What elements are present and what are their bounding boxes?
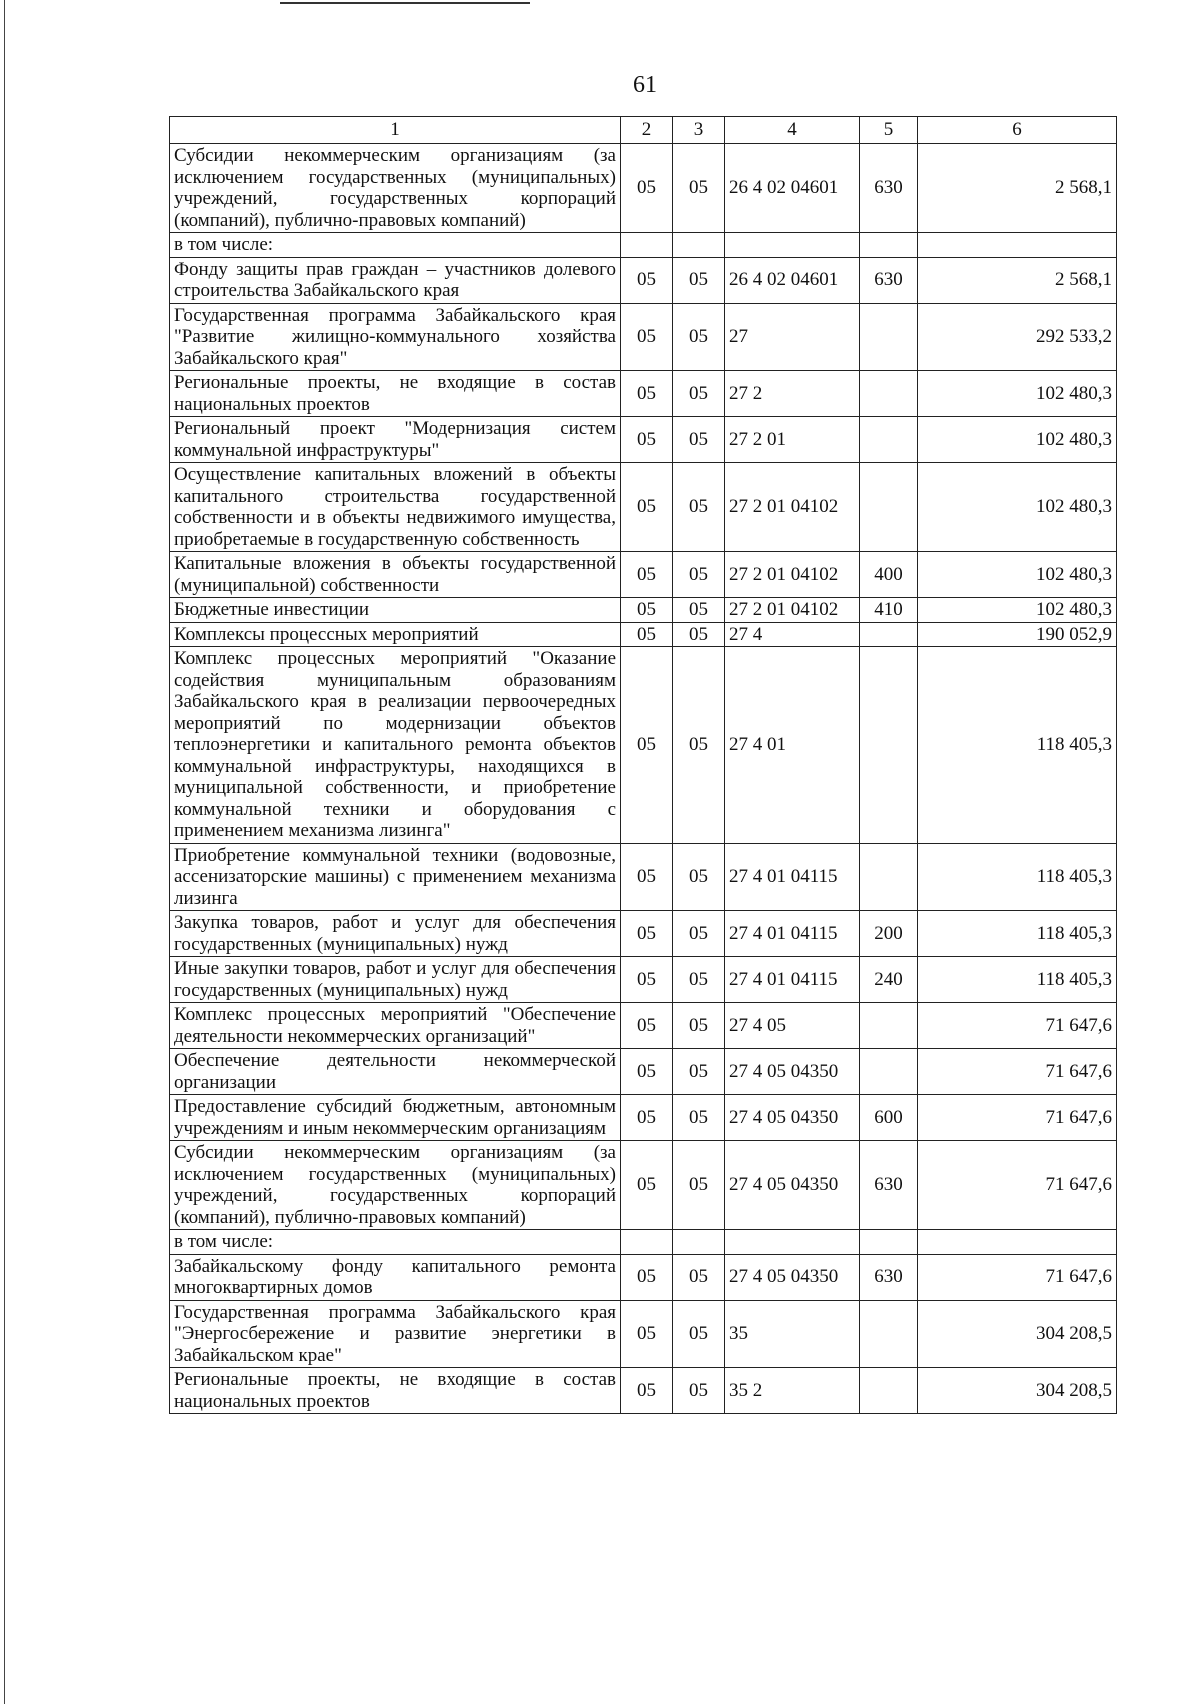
subsection-code-cell: 05 <box>673 417 725 463</box>
table-row <box>170 647 1117 844</box>
row-name-cell: Закупка товаров, работ и услуг для обеспечения государственных (муниципальных) нужд <box>170 911 621 957</box>
expense-type-cell <box>860 1049 918 1095</box>
section-code-cell: 05 <box>621 843 673 911</box>
row-name-cell: Комплексы процессных мероприятий <box>170 622 621 647</box>
section-code-cell: 05 <box>621 371 673 417</box>
target-article-cell <box>725 1230 860 1255</box>
target-article-cell: 27 <box>725 303 860 371</box>
expense-type-cell <box>860 622 918 647</box>
expense-type-cell <box>860 647 918 844</box>
row-name-cell: Предоставление субсидий бюджетным, автономным учреждениям и иным некоммерческим организациям <box>170 1095 621 1141</box>
section-code-cell: 05 <box>621 1141 673 1230</box>
scan-edge-line <box>4 0 5 1704</box>
table-row <box>170 843 1117 911</box>
target-article-cell <box>725 233 860 258</box>
header-cell: 1 <box>170 117 621 144</box>
subsection-code-cell: 05 <box>673 144 725 233</box>
expense-type-cell <box>860 417 918 463</box>
subsection-code-cell: 05 <box>673 598 725 623</box>
section-code-cell: 05 <box>621 622 673 647</box>
target-article-cell: 27 4 05 <box>725 1003 860 1049</box>
section-code-cell: 05 <box>621 647 673 844</box>
target-article-cell: 27 2 01 <box>725 417 860 463</box>
row-name-cell: Иные закупки товаров, работ и услуг для обеспечения государственных (муниципальных) нужд <box>170 957 621 1003</box>
subsection-code-cell: 05 <box>673 371 725 417</box>
expense-type-cell <box>860 371 918 417</box>
row-name-cell: в том числе: <box>170 233 621 258</box>
scan-top-line <box>280 2 530 4</box>
table-row <box>170 598 1117 623</box>
expense-type-cell <box>860 843 918 911</box>
expense-type-cell: 400 <box>860 552 918 598</box>
amount-cell: 118 405,3 <box>918 957 1117 1003</box>
amount-cell: 292 533,2 <box>918 303 1117 371</box>
expense-type-cell: 630 <box>860 257 918 303</box>
subsection-code-cell: 05 <box>673 1049 725 1095</box>
subsection-code-cell: 05 <box>673 843 725 911</box>
budget-table <box>169 116 1117 1414</box>
section-code-cell: 05 <box>621 303 673 371</box>
section-code-cell <box>621 1230 673 1255</box>
row-name-cell: в том числе: <box>170 1230 621 1255</box>
amount-cell: 118 405,3 <box>918 911 1117 957</box>
section-code-cell: 05 <box>621 911 673 957</box>
subsection-code-cell: 05 <box>673 1095 725 1141</box>
table-row <box>170 463 1117 552</box>
target-article-cell: 27 2 01 04102 <box>725 552 860 598</box>
amount-cell: 71 647,6 <box>918 1254 1117 1300</box>
amount-cell: 102 480,3 <box>918 371 1117 417</box>
amount-cell: 102 480,3 <box>918 463 1117 552</box>
amount-cell: 102 480,3 <box>918 417 1117 463</box>
table-row <box>170 957 1117 1003</box>
expense-type-cell <box>860 1003 918 1049</box>
row-name-cell: Комплекс процессных мероприятий "Оказание содействия муниципальным образованиям Забайкальского края в реализации первоочередных мероприятий по модернизации объектов теплоэнергетики и капитального ремонта объектов коммунальной инфраструктуры, находящихся в муниципальной собственности, и приобретение коммунальной техники и оборудования с применением механизма лизинга" <box>170 647 621 844</box>
row-name-cell: Комплекс процессных мероприятий "Обеспечение деятельности некоммерческих организаций" <box>170 1003 621 1049</box>
target-article-cell: 27 4 05 04350 <box>725 1141 860 1230</box>
expense-type-cell <box>860 233 918 258</box>
subsection-code-cell: 05 <box>673 1254 725 1300</box>
table-row <box>170 1230 1117 1255</box>
table-row <box>170 1095 1117 1141</box>
row-name-cell: Осуществление капитальных вложений в объекты капитального строительства государственной собственности и в объекты недвижимого имущества, приобретаемые в государственную собственность <box>170 463 621 552</box>
target-article-cell: 27 4 05 04350 <box>725 1254 860 1300</box>
table-row <box>170 144 1117 233</box>
table-row <box>170 1049 1117 1095</box>
row-name-cell: Капитальные вложения в объекты государственной (муниципальной) собственности <box>170 552 621 598</box>
amount-cell: 304 208,5 <box>918 1368 1117 1414</box>
row-name-cell: Региональный проект "Модернизация систем коммунальной инфраструктуры" <box>170 417 621 463</box>
amount-cell: 2 568,1 <box>918 144 1117 233</box>
target-article-cell: 35 <box>725 1300 860 1368</box>
row-name-cell: Забайкальскому фонду капитального ремонта многоквартирных домов <box>170 1254 621 1300</box>
header-cell: 4 <box>725 117 860 144</box>
header-cell: 5 <box>860 117 918 144</box>
row-name-cell: Государственная программа Забайкальского края "Развитие жилищно-коммунального хозяйства Забайкальского края" <box>170 303 621 371</box>
target-article-cell: 27 2 <box>725 371 860 417</box>
amount-cell: 190 052,9 <box>918 622 1117 647</box>
expense-type-cell <box>860 463 918 552</box>
table-row <box>170 257 1117 303</box>
amount-cell: 118 405,3 <box>918 843 1117 911</box>
expense-type-cell <box>860 1368 918 1414</box>
table-row <box>170 1141 1117 1230</box>
section-code-cell: 05 <box>621 144 673 233</box>
subsection-code-cell: 05 <box>673 552 725 598</box>
header-row <box>170 117 1117 144</box>
row-name-cell: Приобретение коммунальной техники (водовозные, ассенизаторские машины) с применением механизма лизинга <box>170 843 621 911</box>
row-name-cell: Фонду защиты прав граждан – участников долевого строительства Забайкальского края <box>170 257 621 303</box>
section-code-cell: 05 <box>621 598 673 623</box>
section-code-cell: 05 <box>621 463 673 552</box>
table-row <box>170 1003 1117 1049</box>
amount-cell <box>918 233 1117 258</box>
target-article-cell: 27 4 <box>725 622 860 647</box>
section-code-cell: 05 <box>621 417 673 463</box>
amount-cell: 71 647,6 <box>918 1049 1117 1095</box>
page-number: 61 <box>633 72 657 98</box>
table-row <box>170 417 1117 463</box>
table-row <box>170 233 1117 258</box>
target-article-cell: 27 4 05 04350 <box>725 1049 860 1095</box>
row-name-cell: Субсидии некоммерческим организациям (за исключением государственных (муниципальных) учреждений, государственных корпораций (компаний), публично-правовых компаний) <box>170 1141 621 1230</box>
section-code-cell: 05 <box>621 1254 673 1300</box>
section-code-cell: 05 <box>621 1300 673 1368</box>
row-name-cell: Региональные проекты, не входящие в состав национальных проектов <box>170 371 621 417</box>
expense-type-cell: 630 <box>860 1141 918 1230</box>
header-cell: 2 <box>621 117 673 144</box>
target-article-cell: 26 4 02 04601 <box>725 257 860 303</box>
table-row <box>170 1300 1117 1368</box>
row-name-cell: Обеспечение деятельности некоммерческой организации <box>170 1049 621 1095</box>
row-name-cell: Бюджетные инвестиции <box>170 598 621 623</box>
target-article-cell: 27 2 01 04102 <box>725 598 860 623</box>
table-row <box>170 552 1117 598</box>
table-row <box>170 371 1117 417</box>
subsection-code-cell: 05 <box>673 1141 725 1230</box>
expense-type-cell: 410 <box>860 598 918 623</box>
expense-type-cell: 630 <box>860 1254 918 1300</box>
section-code-cell: 05 <box>621 1003 673 1049</box>
header-cell: 6 <box>918 117 1117 144</box>
expense-type-cell: 600 <box>860 1095 918 1141</box>
amount-cell: 102 480,3 <box>918 598 1117 623</box>
subsection-code-cell: 05 <box>673 957 725 1003</box>
target-article-cell: 27 4 01 04115 <box>725 911 860 957</box>
subsection-code-cell <box>673 233 725 258</box>
amount-cell: 304 208,5 <box>918 1300 1117 1368</box>
section-code-cell <box>621 233 673 258</box>
table-row <box>170 1254 1117 1300</box>
expense-type-cell: 200 <box>860 911 918 957</box>
subsection-code-cell: 05 <box>673 1368 725 1414</box>
amount-cell: 2 568,1 <box>918 257 1117 303</box>
amount-cell <box>918 1230 1117 1255</box>
subsection-code-cell: 05 <box>673 463 725 552</box>
row-name-cell: Государственная программа Забайкальского края "Энергосбережение и развитие энергетики в Забайкальском крае" <box>170 1300 621 1368</box>
amount-cell: 71 647,6 <box>918 1141 1117 1230</box>
target-article-cell: 27 4 01 <box>725 647 860 844</box>
expense-type-cell <box>860 303 918 371</box>
target-article-cell: 27 4 01 04115 <box>725 843 860 911</box>
target-article-cell: 35 2 <box>725 1368 860 1414</box>
table-row <box>170 1368 1117 1414</box>
table-row <box>170 911 1117 957</box>
expense-type-cell <box>860 1230 918 1255</box>
subsection-code-cell: 05 <box>673 303 725 371</box>
table-row <box>170 303 1117 371</box>
expense-type-cell: 240 <box>860 957 918 1003</box>
target-article-cell: 27 2 01 04102 <box>725 463 860 552</box>
amount-cell: 102 480,3 <box>918 552 1117 598</box>
expense-type-cell <box>860 1300 918 1368</box>
section-code-cell: 05 <box>621 1049 673 1095</box>
header-cell: 3 <box>673 117 725 144</box>
amount-cell: 71 647,6 <box>918 1095 1117 1141</box>
section-code-cell: 05 <box>621 1368 673 1414</box>
subsection-code-cell: 05 <box>673 622 725 647</box>
subsection-code-cell: 05 <box>673 257 725 303</box>
amount-cell: 118 405,3 <box>918 647 1117 844</box>
row-name-cell: Субсидии некоммерческим организациям (за исключением государственных (муниципальных) учреждений, государственных корпораций (компаний), публично-правовых компаний) <box>170 144 621 233</box>
expense-type-cell: 630 <box>860 144 918 233</box>
section-code-cell: 05 <box>621 957 673 1003</box>
section-code-cell: 05 <box>621 257 673 303</box>
subsection-code-cell: 05 <box>673 1003 725 1049</box>
subsection-code-cell: 05 <box>673 911 725 957</box>
section-code-cell: 05 <box>621 552 673 598</box>
target-article-cell: 26 4 02 04601 <box>725 144 860 233</box>
amount-cell: 71 647,6 <box>918 1003 1117 1049</box>
subsection-code-cell: 05 <box>673 1300 725 1368</box>
target-article-cell: 27 4 01 04115 <box>725 957 860 1003</box>
table-row <box>170 622 1117 647</box>
subsection-code-cell: 05 <box>673 647 725 844</box>
subsection-code-cell <box>673 1230 725 1255</box>
target-article-cell: 27 4 05 04350 <box>725 1095 860 1141</box>
row-name-cell: Региональные проекты, не входящие в состав национальных проектов <box>170 1368 621 1414</box>
section-code-cell: 05 <box>621 1095 673 1141</box>
